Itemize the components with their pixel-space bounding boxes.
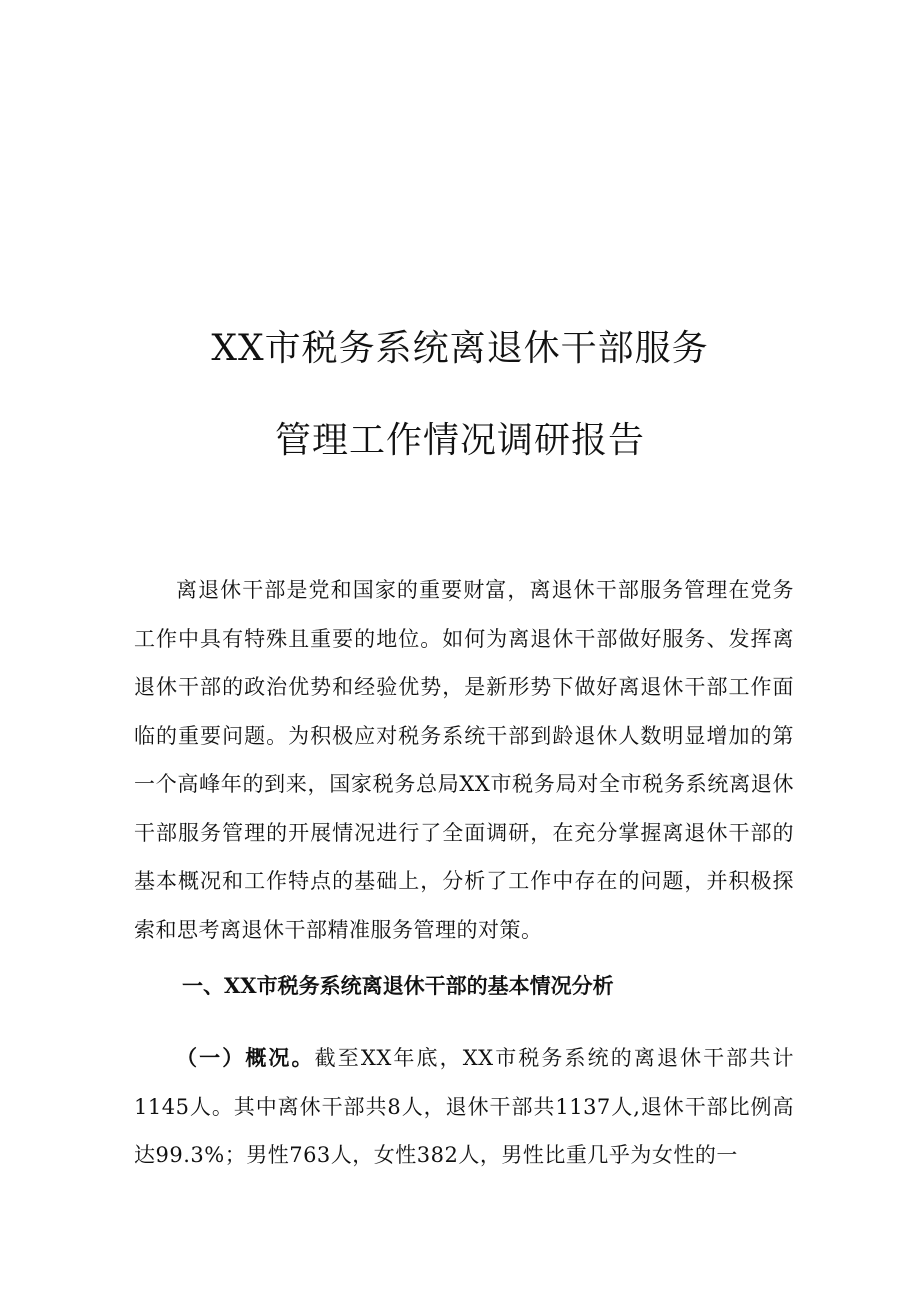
subsection-lead: （一）概况。 [176,1045,315,1070]
title-line-2: 管理工作情况调研报告 [274,420,645,461]
intro-paragraph: 离退休干部是党和国家的重要财富，离退休干部服务管理在党务工作中具有特殊且重要的地位。如何为离退休干部做好服务、发挥离退休干部的政治优势和经验优势，是新形势下做好离退休干部工作面临的重要问题。为积极应对税务系统干部到龄退休人数明显增加的第一个高峰年的到来，国家税务总局XX市税务局对全市税务系统离退休干部服务管理的开展情况进行了全面调研，在充分掌握离退休干部的基本概况和工作特点的基础上，分析了工作中存在的问题，并积极探索和思考离退休干部精准服务管理的对策。 [134,578,794,942]
subsection-paragraph [134,1034,794,1180]
subsection-text: 截至XX年底，XX市税务系统的离退休干部共计1145人。其中离休干部共8人，退休干部共1137人,退休干部比例高达99.3%；男性763人，女性382人，男性比重几乎为女性的一 [134,1046,794,1167]
section-heading: 一、XX市税务系统离退休干部的基本情况分析 [182,973,614,998]
title-line-1: XX市税务系统离退休干部服务 [211,328,709,369]
